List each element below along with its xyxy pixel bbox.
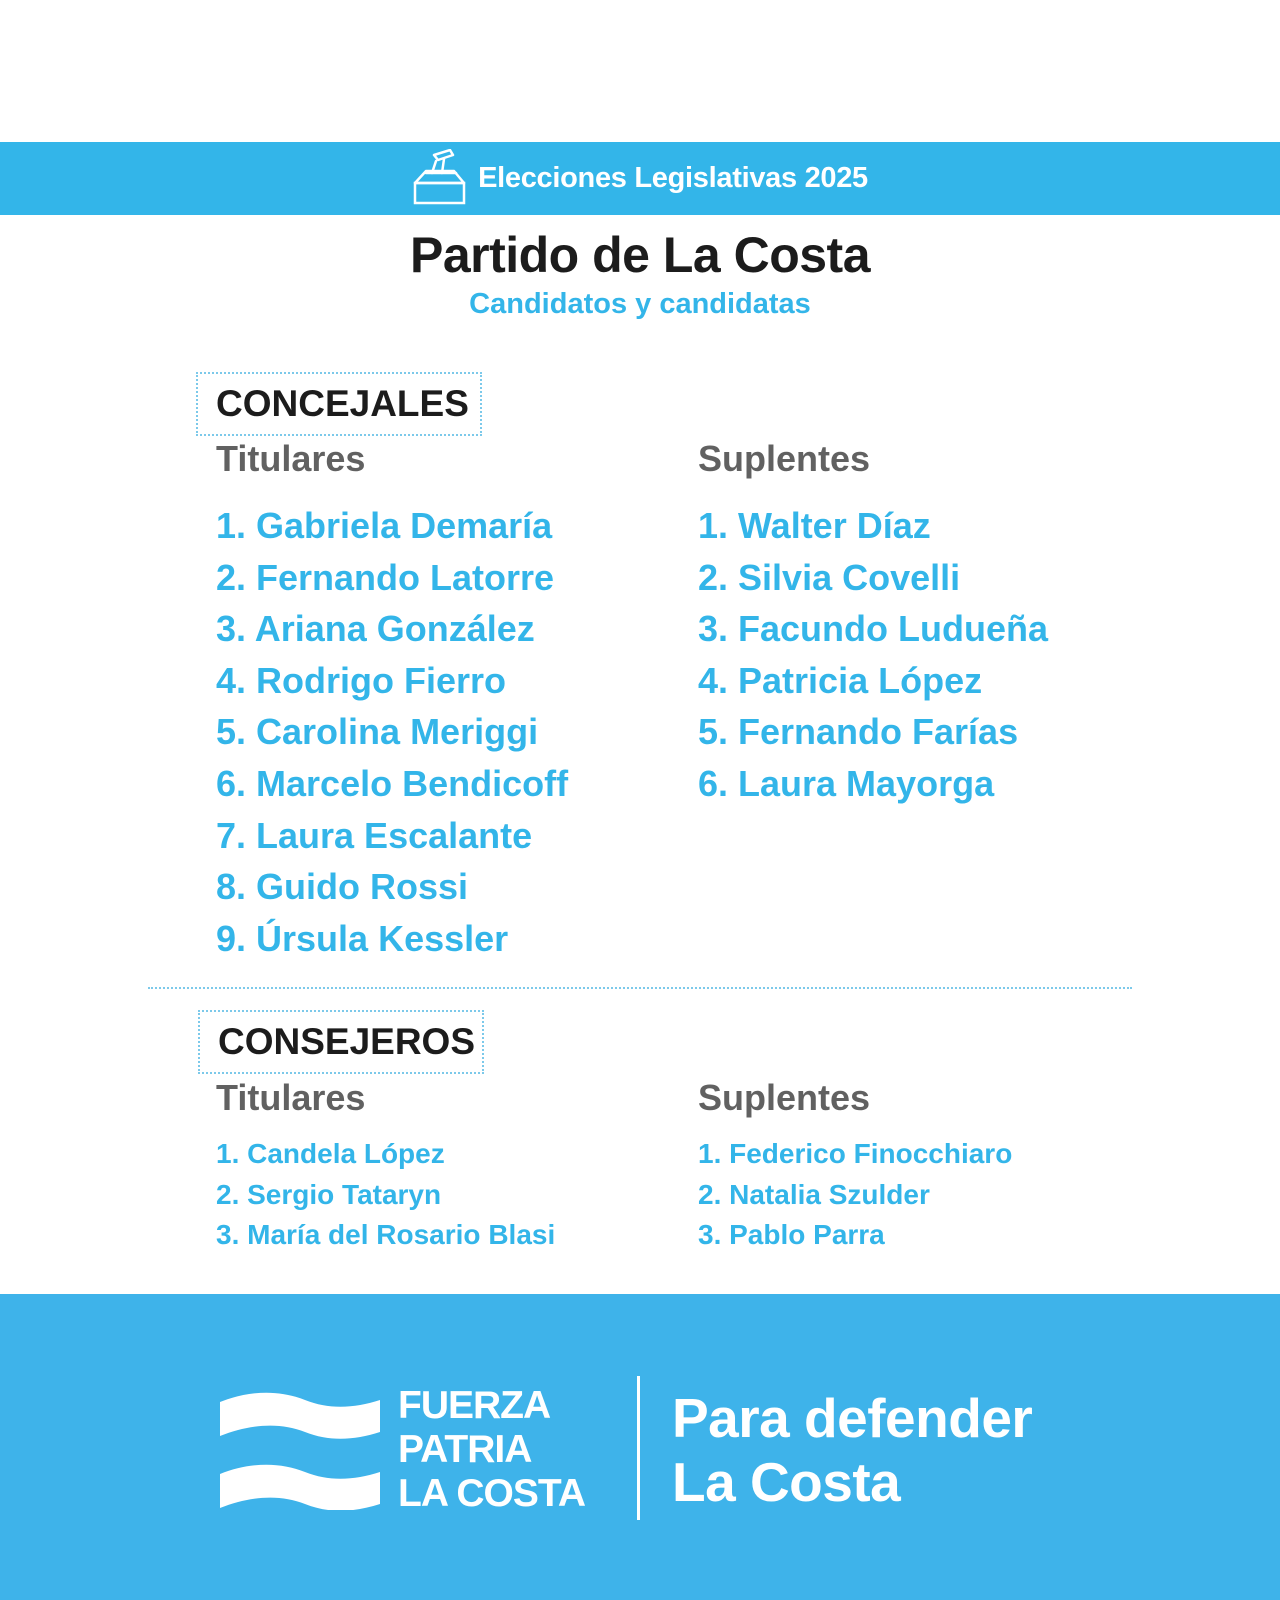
list-item: 5. Carolina Meriggi (216, 711, 539, 753)
list-item: 2. Sergio Tataryn (216, 1178, 442, 1210)
page-title: Partido de La Costa (409, 227, 871, 283)
banner-title: Elecciones Legislativas 2025 (478, 162, 868, 194)
ballot-box-icon (412, 149, 466, 205)
list-item: 6. Laura Mayorga (698, 762, 995, 804)
footer-divider (637, 1376, 640, 1520)
flag-icon (220, 1392, 380, 1510)
list-item: 4. Rodrigo Fierro (216, 659, 507, 701)
consejeros-titulares-list (216, 1134, 555, 1256)
list-item: 7. Laura Escalante (216, 814, 533, 856)
list-item: 1. Federico Finocchiaro (698, 1138, 1013, 1169)
footer-tagline (672, 1386, 1032, 1514)
election-banner (0, 142, 1280, 215)
list-item: 2. Natalia Szulder (698, 1178, 930, 1210)
list-item: 1. Candela López (216, 1138, 445, 1169)
list-item: 3. Pablo Parra (698, 1219, 885, 1250)
concejales-suplentes-heading: Suplentes (698, 438, 871, 479)
brand-line: LA COSTA (398, 1472, 585, 1515)
list-item: 8. Guido Rossi (216, 866, 469, 908)
consejeros-label: CONSEJEROS (198, 1010, 484, 1074)
section-divider (148, 987, 1132, 989)
list-item: 9. Úrsula Kessler (216, 917, 509, 959)
consejeros-suplentes-heading: Suplentes (698, 1077, 871, 1118)
concejales-label: CONCEJALES (196, 372, 482, 436)
list-item: 2. Silvia Covelli (698, 556, 961, 598)
consejeros-titulares-heading: Titulares (216, 1077, 366, 1118)
list-item: 6. Marcelo Bendicoff (216, 762, 569, 804)
concejales-titulares-list (216, 500, 568, 964)
footer (0, 1294, 1280, 1600)
list-item: 1. Walter Díaz (698, 505, 931, 546)
list-item: 3. María del Rosario Blasi (216, 1219, 556, 1250)
tagline-line: Para defender (672, 1387, 1033, 1449)
brand-line: PATRIA (398, 1428, 532, 1471)
tagline-line: La Costa (672, 1451, 901, 1513)
brand-line: FUERZA (398, 1384, 551, 1427)
concejales-suplentes-list (698, 500, 1048, 810)
list-item: 2. Fernando Latorre (216, 556, 555, 598)
list-item: 5. Fernando Farías (698, 711, 1019, 753)
list-item: 1. Gabriela Demaría (216, 505, 553, 546)
list-item: 3. Facundo Ludueña (698, 608, 1049, 650)
consejeros-suplentes-list (698, 1134, 1012, 1256)
page-subtitle: Candidatos y candidatas (469, 288, 811, 320)
list-item: 4. Patricia López (698, 659, 983, 701)
list-item: 3. Ariana González (216, 608, 535, 650)
concejales-titulares-heading: Titulares (216, 438, 366, 479)
brand-logo-text (398, 1384, 585, 1516)
